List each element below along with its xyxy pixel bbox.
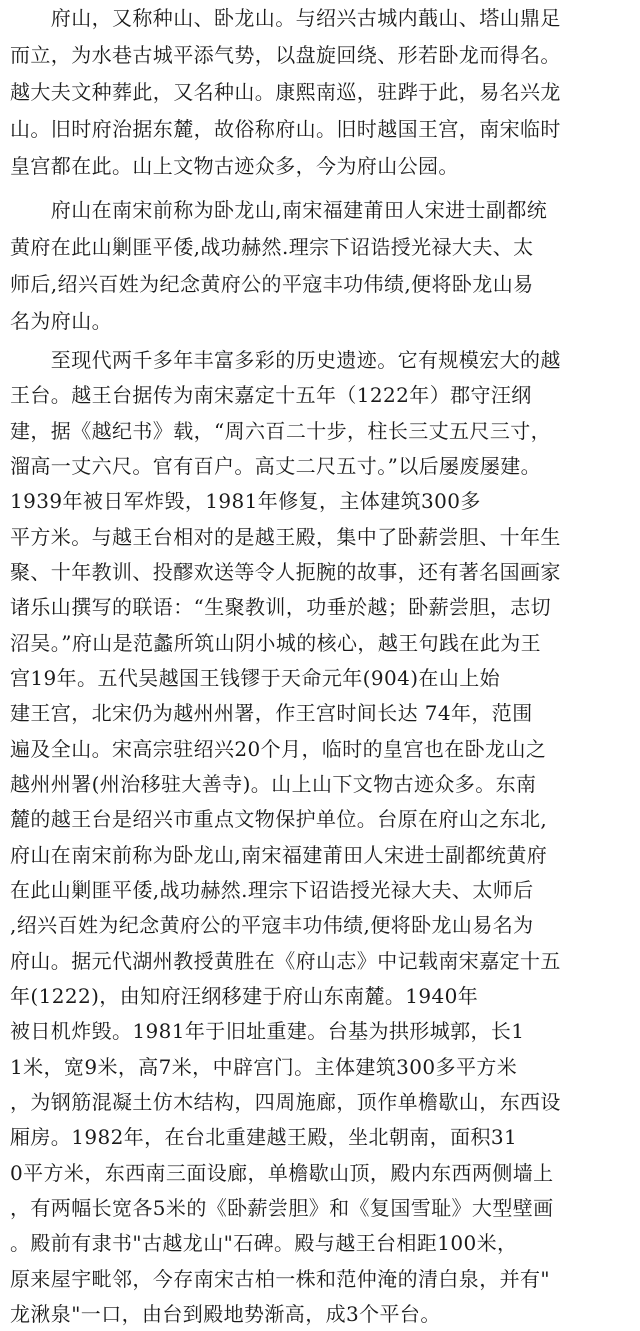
text-line: 山。旧时府治据东麓，故俗称府山。旧时越国王宫，南宋临时 (10, 117, 561, 141)
text-line: 1939年被日军炸毁，1981年修复，主体建筑300多 (10, 489, 481, 513)
text-line: 至现代两千多年丰富多彩的历史遗迹。它有规模宏大的越 (10, 348, 561, 372)
text-line: 被日机炸毁。1981年于旧址重建。台基为拱形城郭，长1 (10, 1019, 525, 1043)
text-line: 诸乐山撰写的联语：“生聚教训，功垂於越；卧薪尝胆，志切 (10, 595, 552, 619)
text-line: ,绍兴百姓为纪念黄府公的平寇丰功伟绩,便将卧龙山易名为 (10, 913, 534, 937)
text-line: 黄府在此山剿匪平倭,战功赫然.理宗下诏诰授光禄大夫、太 (10, 235, 534, 259)
text-line: 1米，宽9米，高7米，中辟宫门。主体建筑300多平方米 (10, 1055, 518, 1079)
text-line: 府山在南宋前称为卧龙山,南宋福建莆田人宋进士副都统黄府 (10, 843, 548, 867)
text-line: 宫19年。五代吴越国王钱镠于天命元年(904)在山上始 (10, 666, 501, 690)
text-line: 而立，为水巷古城平添气势，以盘旋回绕、形若卧龙而得名。 (10, 43, 561, 67)
text-line: 皇宫都在此。山上文物古迹众多，今为府山公园。 (10, 154, 459, 178)
text-line: ，为钢筋混凝土仿木结构，四周施廊，顶作单檐歇山，东西设 (10, 1090, 561, 1114)
text-line: 。殿前有隶书"古越龙山"石碑。殿与越王台相距100米， (10, 1231, 518, 1255)
text-line: 平方米。与越王台相对的是越王殿，集中了卧薪尝胆、十年生 (10, 525, 561, 549)
text-line: 年(1222)，由知府汪纲移建于府山东南麓。1940年 (10, 984, 479, 1008)
text-line: 聚、十年教训、投醪欢送等令人扼腕的故事，还有著名国画家 (10, 560, 561, 584)
text-line: 0平方米，东西南三面设廊，单檐歇山顶，殿内东西两侧墙上 (10, 1161, 554, 1185)
text-line: 在此山剿匪平倭,战功赫然.理宗下诏诰授光禄大夫、太师后 (10, 878, 534, 902)
text-line: 沼吴。”府山是范蠡所筑山阴小城的核心，越王句践在此为王 (10, 631, 542, 655)
text-line: 府山，又称种山、卧龙山。与绍兴古城内蕺山、塔山鼎足 (10, 6, 561, 30)
text-line: 名为府山。 (10, 309, 112, 333)
text-line: 遍及全山。宋高宗驻绍兴20个月，临时的皇宫也在卧龙山之 (10, 737, 547, 761)
text-line: 厢房。1982年，在台北重建越王殿，坐北朝南，面积31 (10, 1125, 518, 1149)
text-line: 越大夫文种葬此，又名种山。康熙南巡，驻跸于此，易名兴龙 (10, 80, 561, 104)
text-line: ，有两幅长宽各5米的《卧薪尝胆》和《复国雪耻》大型壁画 (10, 1196, 554, 1220)
text-line: 王台。越王台据传为南宋嘉定十五年（1222年）郡守汪纲 (10, 383, 532, 407)
text-line: 建，据《越纪书》载，“周六百二十步，柱长三丈五尺三寸， (10, 419, 552, 443)
text-line: 师后,绍兴百姓为纪念黄府公的平寇丰功伟绩,便将卧龙山易 (10, 272, 534, 296)
text-line: 府山。据元代湖州教授黄胜在《府山志》中记载南宋嘉定十五 (10, 949, 561, 973)
text-line: 龙湫泉"一口，由台到殿地势渐高，成3个平台。 (10, 1302, 441, 1326)
text-line: 府山在南宋前称为卧龙山,南宋福建莆田人宋进士副都统 (10, 198, 548, 222)
text-line: 麓的越王台是绍兴市重点文物保护单位。台原在府山之东北, (10, 807, 548, 831)
text-line: 建王宫，北宋仍为越州州署，作王宫时间长达 74年，范围 (10, 701, 533, 725)
text-line: 原来屋宇毗邻，今存南宋古柏一株和范仲淹的清白泉，并有" (10, 1267, 550, 1291)
text-line: 越州州署(州治移驻大善寺)。山上山下文物古迹众多。东南 (10, 772, 537, 796)
text-line: 溜高一丈六尺。官有百户。高丈二尺五寸。”以后屡废屡建。 (10, 454, 542, 478)
